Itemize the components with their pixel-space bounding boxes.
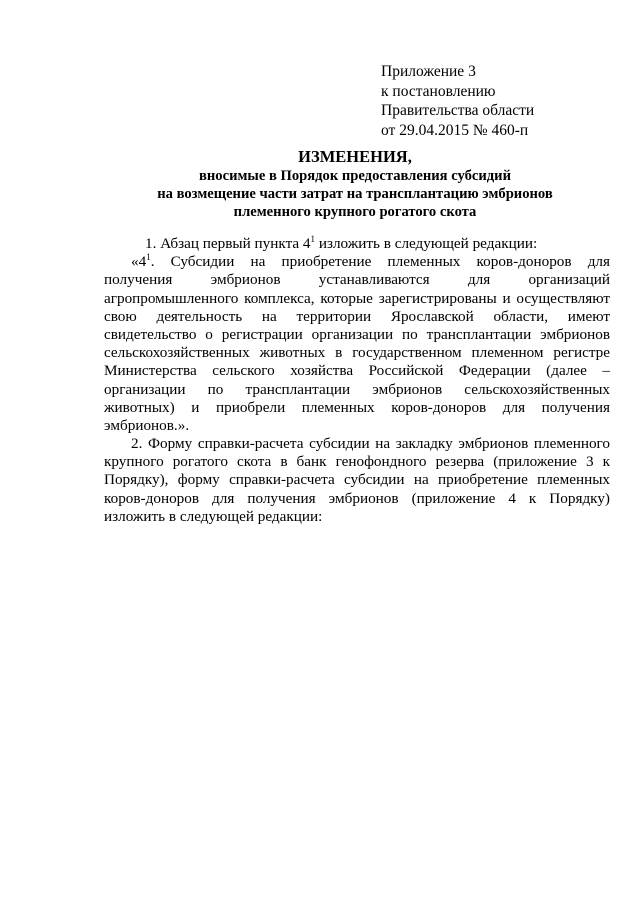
text-line-last: изложить в следующей редакции: [104,507,323,525]
text-line: агропромышленного комплекса, которые зарегистрированы и осуществляют [104,289,610,307]
text-line: свидетельство о регистрации организации по трансплантации эмбрионов [104,325,610,343]
title-line-1: вносимые в Порядок предоставления субсидий [199,168,511,184]
text-line: получения эмбрионов устанавливаются для организаций [104,271,610,289]
text-line: свою деятельность на территории Ярославской области, имеют [104,307,610,325]
appendix-reference [381,62,534,140]
text-line: коров-доноров для получения эмбрионов (приложение 4 к Порядку) [104,489,610,507]
item-1-intro: 1. Абзац первый пункта $4^1$ изложить в следующей редакции: [145,234,538,252]
text-line: животных) и приобрели племенных коров-доноров для получения [104,398,610,416]
text-line: организации по трансплантации эмбрионов сельскохозяйственных [104,380,610,398]
appendix-resolution: к постановлению [381,82,496,100]
text-line-last: эмбрионов.». [104,416,190,434]
appendix-government: Правительства области [381,102,535,120]
title-heading: ИЗМЕНЕНИЯ, [298,147,412,166]
paragraph-item-2 [104,435,610,526]
document-body [104,235,610,526]
text-line: крупного рогатого скота в банк генофондного резерва (приложение 3 к [104,453,610,471]
item-2-first-line: 2. Форму справки-расчета субсидии на закладку эмбрионов племенного [131,435,610,453]
title-line-3: племенного крупного рогатого скота [233,204,477,221]
paragraph-item-1 [104,235,610,435]
appendix-number: Приложение 3 [381,63,476,80]
title-line-2: на возмещение части затрат на трансплантацию эмбрионов [157,186,553,203]
text-line: Министерства сельского хозяйства Российской Федерации (далее – [104,362,610,380]
text-line: сельскохозяйственных животных в государственном племенном регистре [104,344,610,362]
document-title [100,147,610,222]
appendix-date-number: от 29.04.2015 № 460-п [381,121,529,139]
text-line: Порядку), форму справки-расчета субсидии на приобретение племенных [104,471,610,489]
item-1-quote-start: «$4^1$. Субсидии на приобретение племенных коров-доноров для [131,252,610,271]
